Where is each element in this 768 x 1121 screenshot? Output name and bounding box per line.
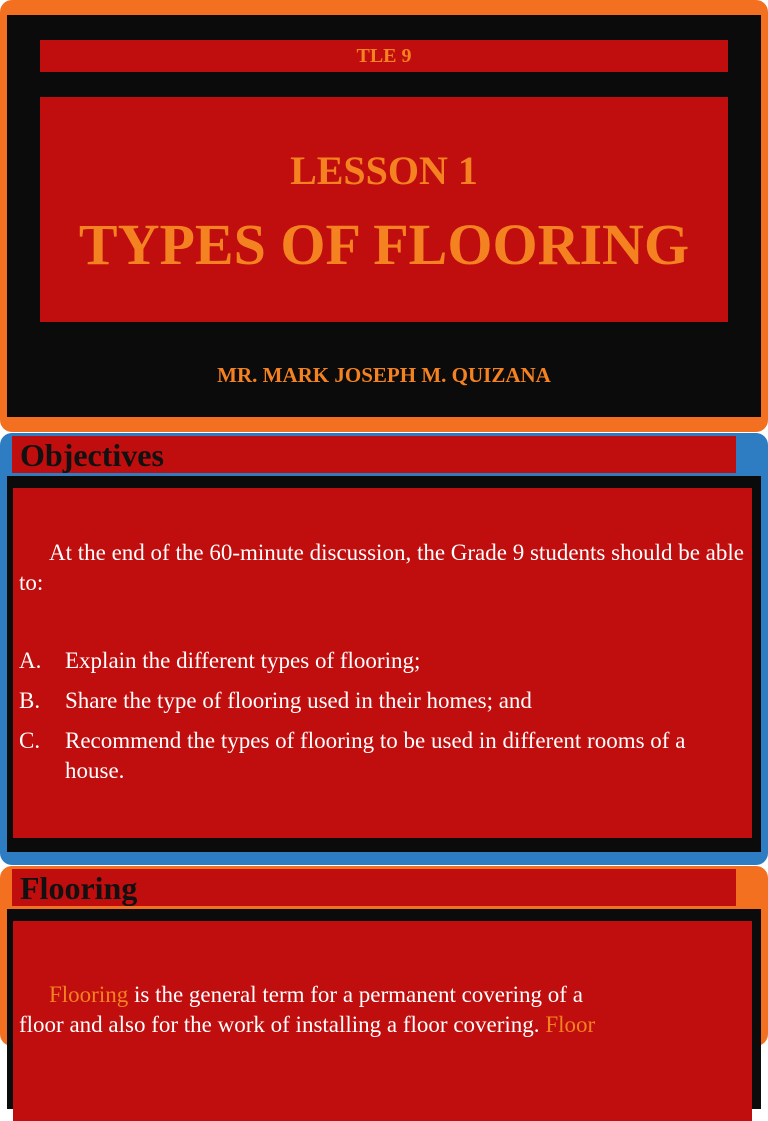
definition-line-2: floor and also for the work of installing a floor covering. — [19, 1012, 546, 1037]
floor-term: Floor — [545, 1012, 596, 1037]
flooring-body — [13, 921, 752, 1121]
subject-banner: TLE 9 — [40, 40, 728, 72]
objectives-body-frame — [7, 476, 761, 852]
list-item-text: Explain the different types of flooring; — [65, 648, 421, 673]
list-item — [19, 686, 749, 716]
list-item-letter: A. — [19, 648, 42, 673]
objectives-list — [19, 646, 749, 796]
flooring-heading: Flooring — [20, 870, 138, 906]
objectives-heading: Objectives — [20, 437, 164, 473]
definition-line-1: is the general term for a permanent covering of a — [128, 982, 583, 1007]
flooring-slide — [0, 866, 768, 1046]
title-box — [40, 97, 728, 322]
list-item-text: Share the type of flooring used in their homes; and — [65, 688, 532, 713]
flooring-definition — [19, 980, 749, 1040]
objectives-intro: At the end of the 60-minute discussion, the Grade 9 students should be able to: — [19, 540, 744, 595]
author-name: MR. MARK JOSEPH M. QUIZANA — [217, 363, 551, 387]
flooring-heading-bar — [12, 869, 736, 906]
objectives-heading-bar — [12, 436, 736, 473]
list-item-letter: C. — [19, 728, 41, 753]
list-item — [19, 646, 749, 676]
list-item-letter: B. — [19, 688, 41, 713]
flooring-body-frame — [7, 909, 761, 1109]
title-slide — [0, 0, 768, 432]
title-slide-panel — [7, 15, 761, 417]
lesson-number: LESSON 1 — [290, 148, 478, 193]
list-item — [19, 726, 749, 786]
list-item-text: Recommend the types of flooring to be used in different rooms of a house. — [65, 728, 686, 783]
objectives-slide — [0, 433, 768, 865]
objectives-body — [13, 488, 752, 838]
flooring-term: Flooring — [49, 982, 129, 1007]
lesson-title: TYPES OF FLOORING — [78, 212, 690, 277]
